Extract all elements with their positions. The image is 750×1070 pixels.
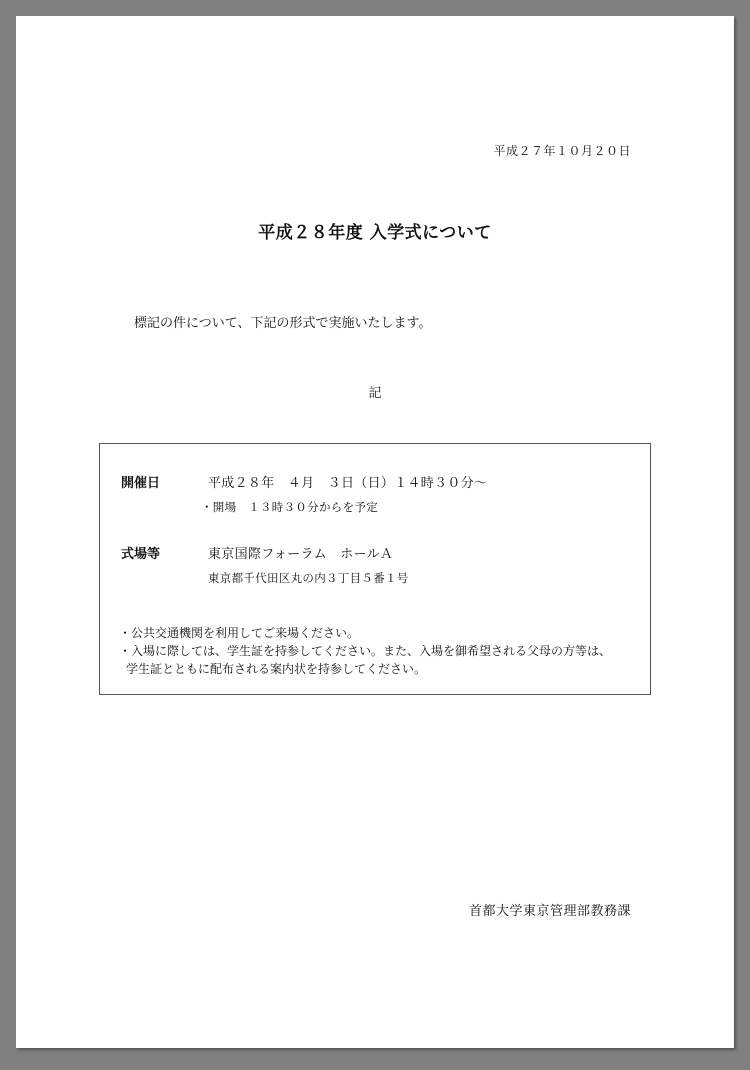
details-box — [99, 443, 651, 695]
document-title: 平成２８年度 入学式について — [258, 223, 492, 243]
note-admission: ・入場に際しては、学生証を持参してください。また、入場を御希望される父母の方等は、 — [119, 644, 612, 658]
note-admission-cont: 学生証とともに配布される案内状を持参してください。 — [126, 662, 427, 676]
venue-value: 東京国際フォーラム ホールＡ — [208, 547, 394, 562]
issuer: 首都大学東京管理部教務課 — [468, 904, 631, 919]
intro-text: 標記の件について、下記の形式で実施いたします。 — [134, 316, 432, 331]
venue-address: 東京都千代田区丸の内３丁目５番１号 — [208, 571, 409, 585]
note-transport: ・公共交通機関を利用してご来場ください。 — [119, 626, 360, 640]
date-value: 平成２８年 ４月 ３日（日）１４時３０分～ — [208, 476, 488, 491]
ki-heading: 記 — [368, 386, 382, 401]
document-date: 平成２７年１０月２０日 — [493, 144, 631, 158]
venue-label: 式場等 — [121, 547, 161, 562]
opening-note: ・開場 １３時３０分からを予定 — [201, 500, 378, 514]
date-label: 開催日 — [121, 476, 161, 491]
document-page — [16, 16, 734, 1048]
